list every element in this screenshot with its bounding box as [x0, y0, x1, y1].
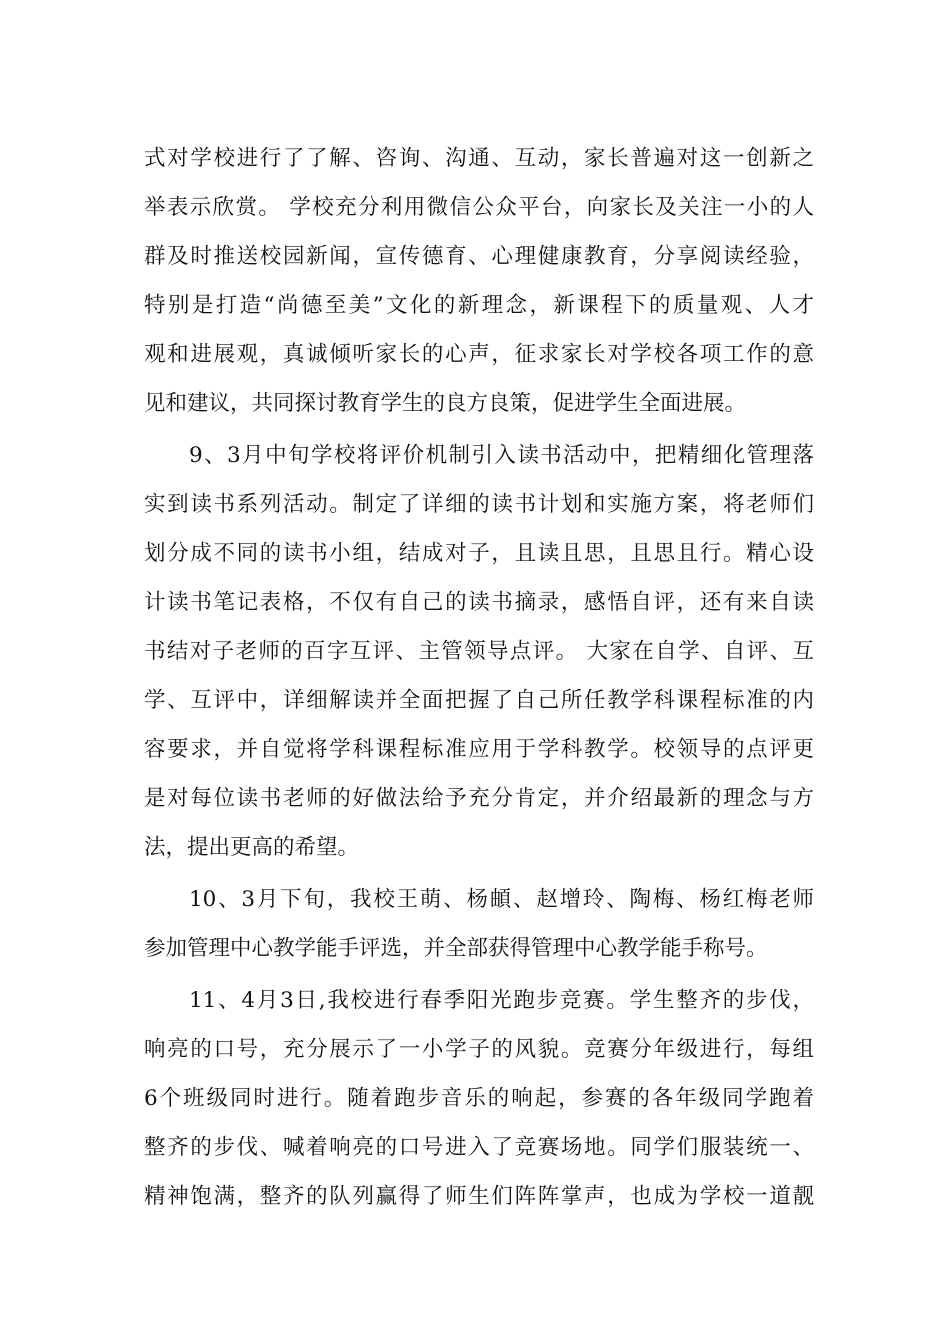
text-line: 精神饱满，整齐的队列赢得了师生们阵阵掌声，也成为学校一道靓 [144, 1184, 814, 1209]
text-line: 划分成不同的读书小组，结成对子，且读且思，且思且行。精心设 [144, 541, 814, 566]
text-line: 式对学校进行了了解、咨询、沟通、互动，家长普遍对这一创新之 [144, 146, 814, 171]
text-line: 法，提出更高的希望。 [144, 835, 360, 860]
text-line: 特别是打造“尚德至美”文化的新理念，新课程下的质量观、人才 [144, 293, 814, 318]
text-line: 9、3月中旬学校将评价机制引入读书活动中，把精细化管理落 [189, 443, 814, 468]
paragraph-item-9 [144, 431, 814, 872]
document-body [144, 134, 814, 1221]
text-line: 观和进展观，真诚倾听家长的心声，征求家长对学校各项工作的意 [144, 342, 814, 367]
text-line: 参加管理中心教学能手评选，并全部获得管理中心教学能手称号。 [144, 936, 768, 961]
text-line: 6个班级同时进行。随着跑步音乐的响起，参赛的各年级同学跑着 [144, 1086, 814, 1111]
text-line: 容要求，并自觉将学科课程标准应用于学科教学。校领导的点评更 [144, 737, 814, 762]
text-line: 实到读书系列活动。制定了详细的读书计划和实施方案，将老师们 [144, 492, 814, 517]
paragraph-continuation [144, 134, 814, 428]
text-line: 书结对子老师的百字互评、主管领导点评。 大家在自学、自评、互 [144, 639, 814, 664]
text-line: 是对每位读书老师的好做法给予充分肯定，并介绍最新的理念与方 [144, 786, 814, 811]
text-line: 举表示欣赏。 学校充分利用微信公众平台，向家长及关注一小的人 [144, 195, 814, 220]
paragraph-item-11 [144, 976, 814, 1221]
paragraph-item-10 [144, 875, 814, 973]
text-line: 10、3月下旬，我校王萌、杨頔、赵增玲、陶梅、杨红梅老师 [189, 887, 814, 912]
text-line: 学、互评中，详细解读并全面把握了自己所任教学科课程标准的内 [144, 688, 814, 713]
text-line: 整齐的步伐、喊着响亮的口号进入了竞赛场地。同学们服装统一、 [144, 1135, 814, 1160]
text-line: 计读书笔记表格，不仅有自己的读书摘录，感悟自评，还有来自读 [144, 590, 814, 615]
text-line: 群及时推送校园新闻，宣传德育、心理健康教育，分享阅读经验， [144, 244, 814, 269]
text-line: 11、4月3日,我校进行春季阳光跑步竞赛。学生整齐的步伐， [189, 988, 814, 1013]
text-line: 见和建议，共同探讨教育学生的良方良策，促进学生全面进展。 [144, 391, 747, 416]
text-line: 响亮的口号，充分展示了一小学子的风貌。竞赛分年级进行，每组 [144, 1037, 814, 1062]
